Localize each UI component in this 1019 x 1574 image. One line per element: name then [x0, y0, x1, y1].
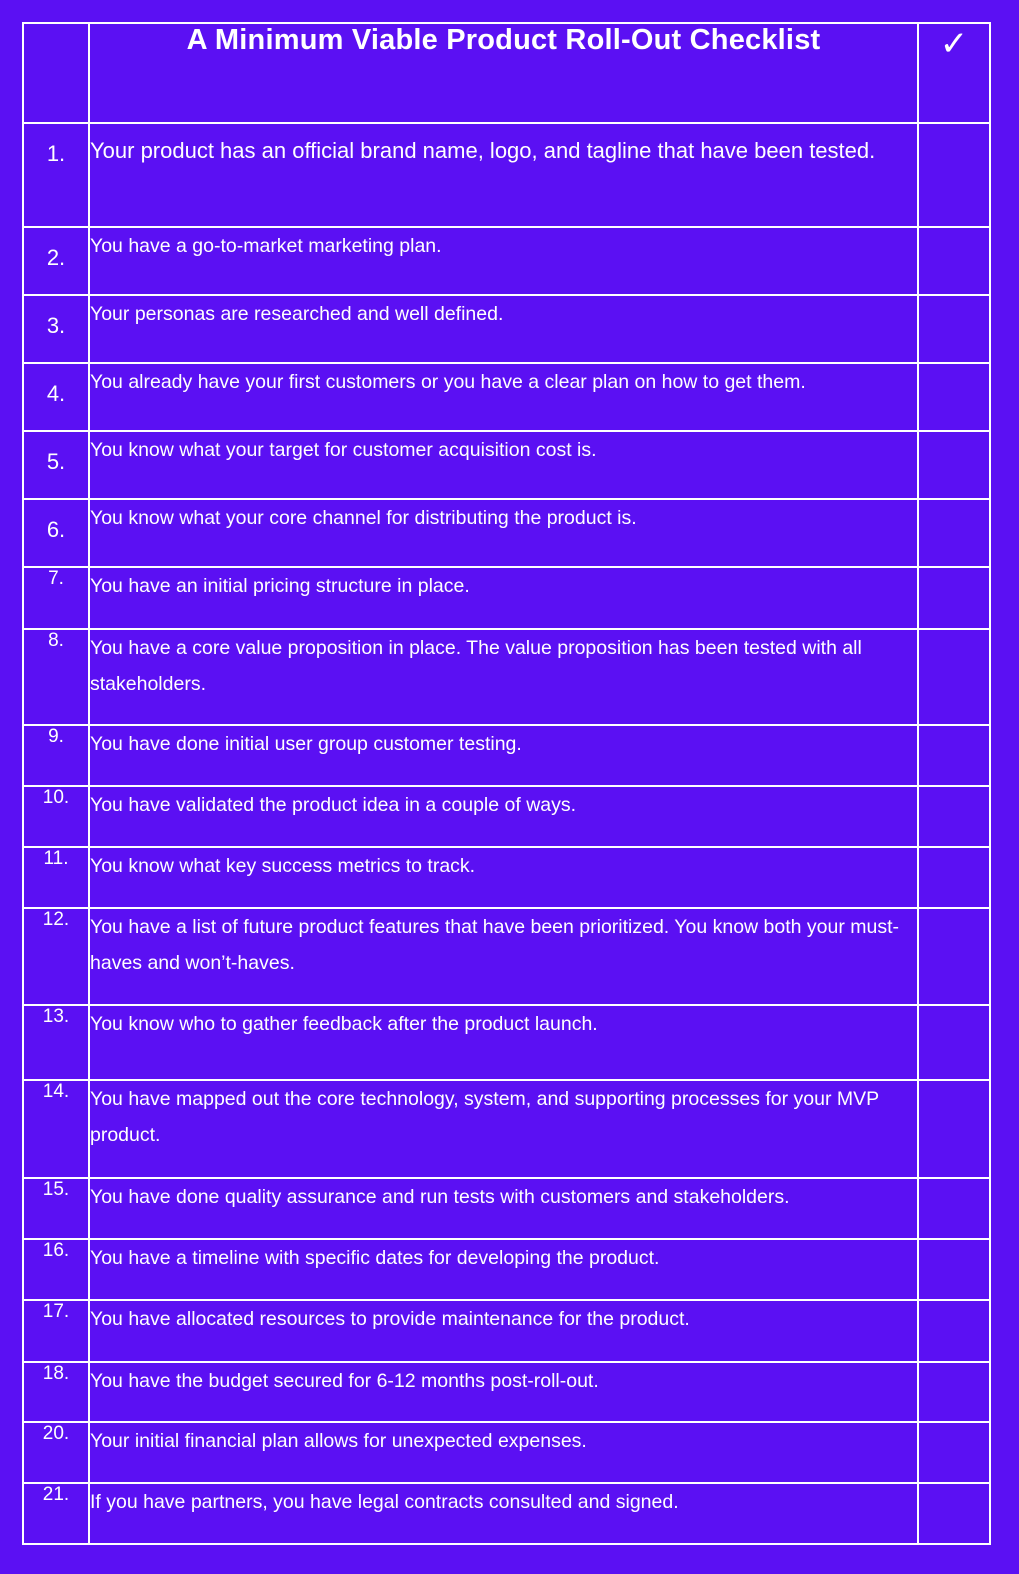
check-box-cell[interactable] [918, 499, 990, 567]
check-box-cell[interactable] [918, 847, 990, 908]
header-row [23, 23, 990, 123]
item-text: You know what your core channel for distributing the product is. [89, 499, 918, 567]
checklist-row [23, 1080, 990, 1178]
check-box-cell[interactable] [918, 1422, 990, 1483]
item-text: You have mapped out the core technology, system, and supporting processes for your MVP product. [89, 1080, 918, 1178]
checklist-row [23, 725, 990, 786]
item-text: You know who to gather feedback after the product launch. [89, 1005, 918, 1080]
checklist-row [23, 786, 990, 847]
check-box-cell[interactable] [918, 1239, 990, 1300]
check-box-cell[interactable] [918, 629, 990, 725]
check-box-cell[interactable] [918, 1005, 990, 1080]
check-box-cell[interactable] [918, 1300, 990, 1362]
item-text: Your product has an official brand name, logo, and tagline that have been tested. [89, 123, 918, 227]
item-text: You have an initial pricing structure in place. [89, 567, 918, 629]
checklist-row [23, 629, 990, 725]
item-number: 15. [23, 1178, 89, 1239]
checklist-row [23, 431, 990, 499]
item-number: 7. [23, 567, 89, 629]
item-number: 13. [23, 1005, 89, 1080]
check-box-cell[interactable] [918, 1178, 990, 1239]
header-number-cell [23, 23, 89, 123]
checklist-row [23, 363, 990, 431]
item-text: You have the budget secured for 6-12 months post-roll-out. [89, 1362, 918, 1422]
item-text: You have a core value proposition in place. The value proposition has been tested with all stakeholders. [89, 629, 918, 725]
checklist-row [23, 1239, 990, 1300]
checklist-row [23, 1300, 990, 1362]
checklist-row [23, 1483, 990, 1544]
checkmark-icon: ✓ [918, 23, 990, 123]
checklist-row [23, 499, 990, 567]
item-number: 21. [23, 1483, 89, 1544]
item-text: You have allocated resources to provide maintenance for the product. [89, 1300, 918, 1362]
check-box-cell[interactable] [918, 567, 990, 629]
item-text: You have a timeline with specific dates for developing the product. [89, 1239, 918, 1300]
check-box-cell[interactable] [918, 123, 990, 227]
item-number: 11. [23, 847, 89, 908]
check-box-cell[interactable] [918, 1362, 990, 1422]
checklist-row [23, 847, 990, 908]
item-text: Your initial financial plan allows for unexpected expenses. [89, 1422, 918, 1483]
check-box-cell[interactable] [918, 1080, 990, 1178]
item-number: 4. [23, 363, 89, 431]
checklist-row [23, 123, 990, 227]
item-number: 12. [23, 908, 89, 1005]
item-number: 6. [23, 499, 89, 567]
item-text: You have done initial user group customer testing. [89, 725, 918, 786]
item-number: 14. [23, 1080, 89, 1178]
item-text: If you have partners, you have legal contracts consulted and signed. [89, 1483, 918, 1544]
checklist-row [23, 227, 990, 295]
item-number: 2. [23, 227, 89, 295]
item-text: You have validated the product idea in a couple of ways. [89, 786, 918, 847]
check-box-cell[interactable] [918, 1483, 990, 1544]
item-number: 17. [23, 1300, 89, 1362]
checklist-row [23, 567, 990, 629]
check-box-cell[interactable] [918, 786, 990, 847]
item-text: You have done quality assurance and run tests with customers and stakeholders. [89, 1178, 918, 1239]
check-box-cell[interactable] [918, 363, 990, 431]
item-text: You have a list of future product features that have been prioritized. You know both your must-haves and won’t-haves. [89, 908, 918, 1005]
item-text: You know what your target for customer acquisition cost is. [89, 431, 918, 499]
item-number: 20. [23, 1422, 89, 1483]
item-number: 16. [23, 1239, 89, 1300]
checklist-row [23, 1422, 990, 1483]
checklist-row [23, 1005, 990, 1080]
check-box-cell[interactable] [918, 227, 990, 295]
check-box-cell[interactable] [918, 431, 990, 499]
item-text: You know what key success metrics to track. [89, 847, 918, 908]
item-number: 9. [23, 725, 89, 786]
checklist-table [22, 22, 991, 1545]
checklist-row [23, 1178, 990, 1239]
item-text: Your personas are researched and well defined. [89, 295, 918, 363]
item-number: 3. [23, 295, 89, 363]
item-number: 5. [23, 431, 89, 499]
check-box-cell[interactable] [918, 295, 990, 363]
item-number: 18. [23, 1362, 89, 1422]
checklist-row [23, 295, 990, 363]
checklist-row [23, 1362, 990, 1422]
item-number: 8. [23, 629, 89, 725]
item-text: You already have your first customers or you have a clear plan on how to get them. [89, 363, 918, 431]
check-box-cell[interactable] [918, 908, 990, 1005]
check-box-cell[interactable] [918, 725, 990, 786]
item-number: 10. [23, 786, 89, 847]
item-text: You have a go-to-market marketing plan. [89, 227, 918, 295]
item-number: 1. [23, 123, 89, 227]
checklist-row [23, 908, 990, 1005]
page-title: A Minimum Viable Product Roll-Out Checklist [89, 23, 918, 123]
